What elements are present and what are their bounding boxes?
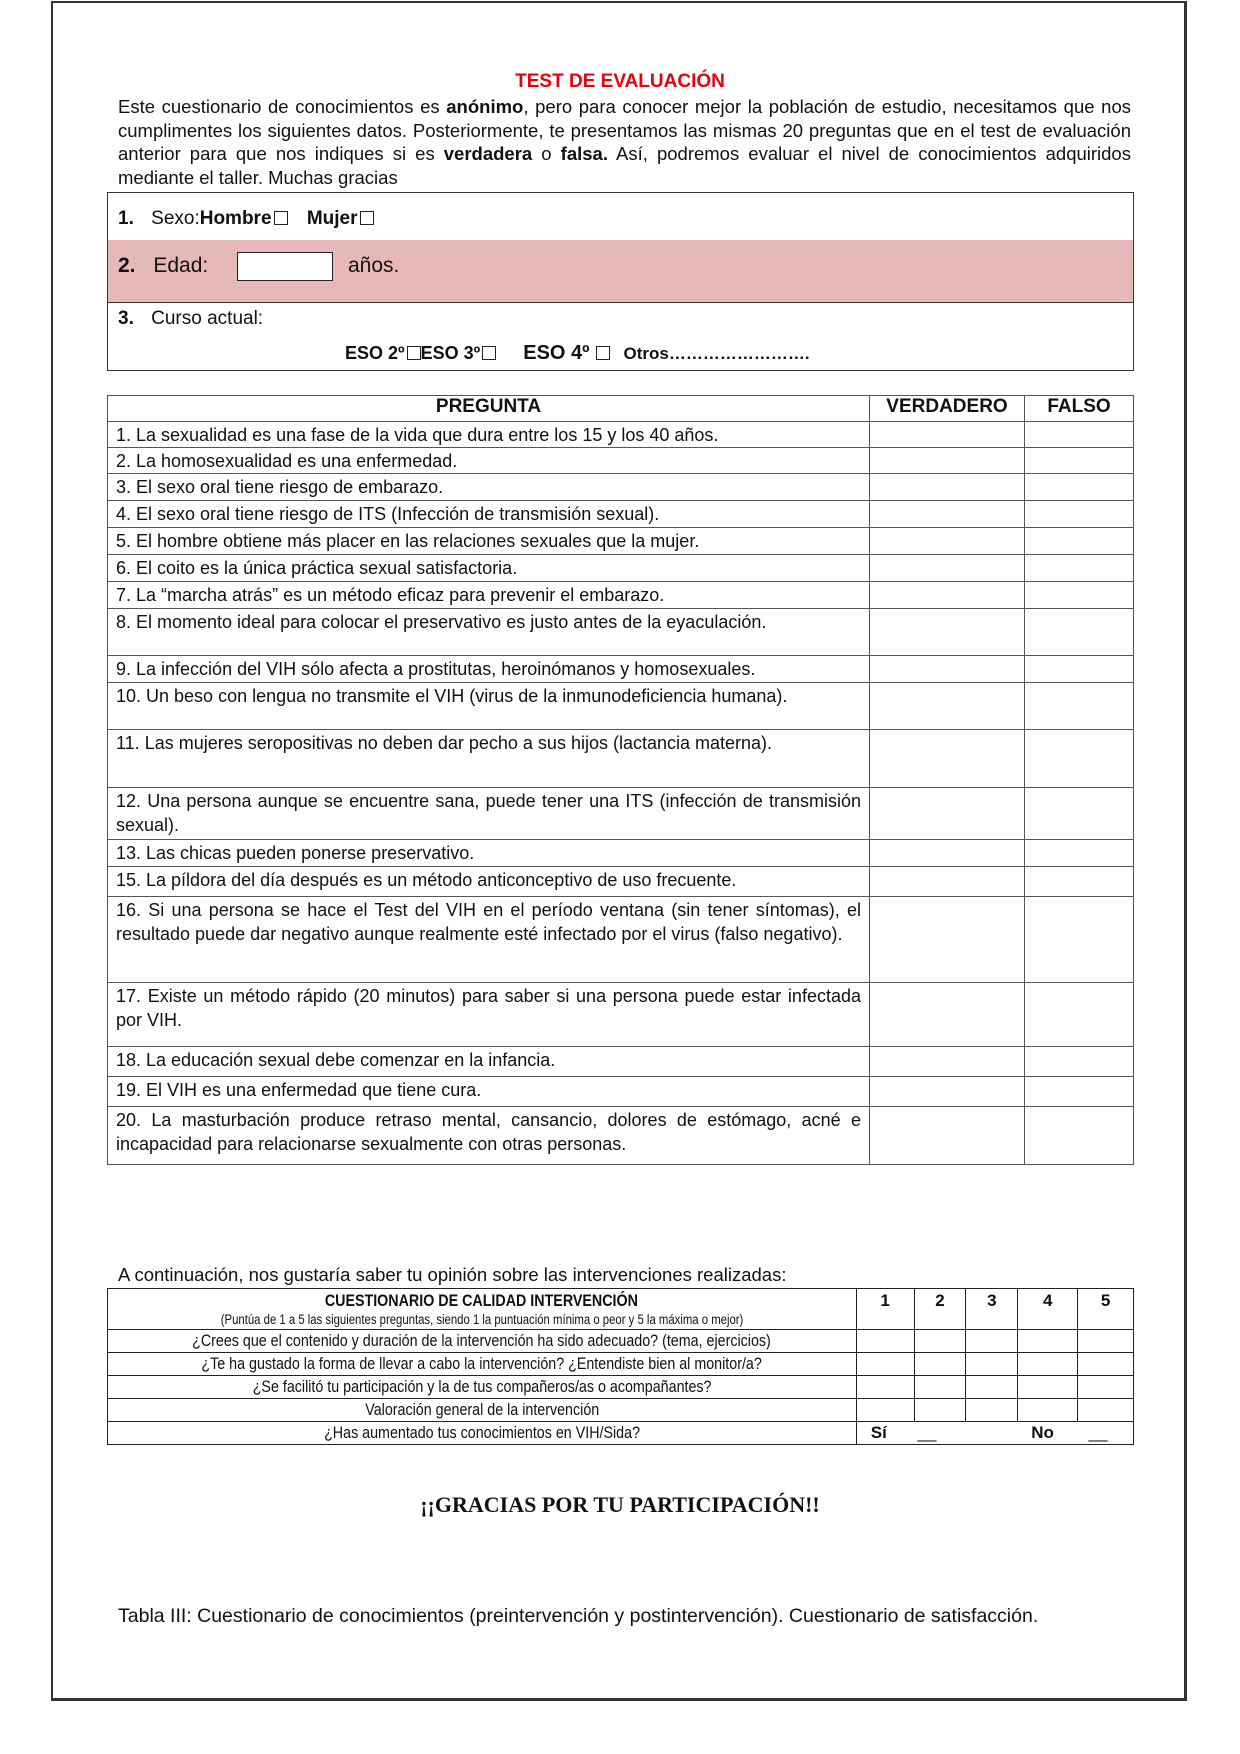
score-cell-4[interactable]: [1018, 1353, 1078, 1376]
satisfaction-item-text: ¿Te ha gustado la forma de llevar a cabo la intervención? ¿Entendiste bien al monitor/a?: [201, 1354, 763, 1373]
question-text: 1. La sexualidad es una fase de la vida que dura entre los 15 y los 40 años.: [108, 422, 870, 448]
falso-cell[interactable]: [1025, 528, 1134, 555]
score-cell-4[interactable]: [1018, 1330, 1078, 1353]
question-row: [108, 683, 1134, 730]
question-text: 19. El VIH es una enfermedad que tiene cura.: [108, 1077, 870, 1107]
question-text: 3. El sexo oral tiene riesgo de embarazo.: [108, 474, 870, 501]
falso-cell[interactable]: [1025, 555, 1134, 582]
question-row: [108, 501, 1134, 528]
falso-cell[interactable]: [1025, 867, 1134, 897]
intro-text: o: [532, 143, 561, 164]
question-text: 4. El sexo oral tiene riesgo de ITS (Infección de transmisión sexual).: [108, 501, 870, 528]
verdadero-cell[interactable]: [870, 683, 1025, 730]
satisfaction-title: CUESTIONARIO DE CALIDAD INTERVENCIÓN: [325, 1290, 639, 1310]
verdadero-cell[interactable]: [870, 501, 1025, 528]
document-title: TEST DE EVALUACIÓN: [515, 71, 725, 92]
score-cell-5[interactable]: [1078, 1330, 1134, 1353]
score-cell-3[interactable]: [966, 1399, 1018, 1422]
falso-cell[interactable]: [1025, 656, 1134, 683]
satisfaction-item-cell: [108, 1399, 857, 1422]
score-cell-5[interactable]: [1078, 1353, 1134, 1376]
age-input[interactable]: [237, 252, 333, 281]
scale-header-1: 1: [856, 1289, 914, 1330]
verdadero-cell[interactable]: [870, 730, 1025, 788]
satisfaction-row: [108, 1353, 1134, 1376]
question-text: 9. La infección del VIH sólo afecta a prostitutas, heroinómanos y homosexuales.: [108, 656, 870, 683]
verdadero-cell[interactable]: [870, 555, 1025, 582]
question-row: [108, 474, 1134, 501]
yes-label: Sí: [870, 1423, 887, 1442]
verdadero-cell[interactable]: [870, 840, 1025, 867]
question-row: [108, 448, 1134, 474]
eso3-checkbox[interactable]: [482, 346, 496, 360]
score-cell-1[interactable]: [856, 1330, 914, 1353]
sex-row: [108, 193, 1133, 241]
verdadero-cell[interactable]: [870, 448, 1025, 474]
score-cell-4[interactable]: [1018, 1399, 1078, 1422]
verdadero-cell[interactable]: [870, 656, 1025, 683]
falso-cell[interactable]: [1025, 582, 1134, 609]
falso-cell[interactable]: [1025, 501, 1134, 528]
satisfaction-subtitle: (Puntúa de 1 a 5 las siguientes preguntas, siendo 1 la puntuación mínima o peor y 5 la máxima o mejor): [220, 1311, 744, 1327]
falso-cell[interactable]: [1025, 683, 1134, 730]
course-option-eso2: ESO 2º: [345, 343, 405, 363]
falso-cell[interactable]: [1025, 983, 1134, 1047]
question-text: 7. La “marcha atrás” es un método eficaz para prevenir el embarazo.: [108, 582, 870, 609]
score-cell-3[interactable]: [966, 1376, 1018, 1399]
satisfaction-item-text: ¿Crees que el contenido y duración de la intervención ha sido adecuado? (tema, ejercicios): [192, 1331, 772, 1350]
falso-cell[interactable]: [1025, 840, 1134, 867]
thanks-message: ¡¡GRACIAS POR TU PARTICIPACIÓN!!: [420, 1492, 820, 1517]
question-text: 10. Un beso con lengua no transmite el VIH (virus de la inmunodeficiencia humana).: [108, 683, 870, 730]
demographics-box: [107, 192, 1134, 371]
question-text: 8. El momento ideal para colocar el preservativo es justo antes de la eyaculación.: [108, 609, 870, 656]
verdadero-cell[interactable]: [870, 897, 1025, 983]
intro-bold-falsa: falsa.: [560, 143, 608, 164]
questions-table: [107, 395, 1134, 1165]
question-row: [108, 840, 1134, 867]
course-option-eso4: ESO 4º: [523, 342, 590, 364]
score-cell-5[interactable]: [1078, 1399, 1134, 1422]
falso-cell[interactable]: [1025, 609, 1134, 656]
header-falso: FALSO: [1025, 396, 1134, 422]
question-text: 12. Una persona aunque se encuentre sana, puede tener una ITS (infección de transmisión sexual).: [108, 788, 870, 840]
intro-text: , pero para conocer mejor la población de estudio, necesitamos que nos cumplimentes los siguientes datos. Posteriormente, te presentamos las mismas 20 preguntas que en el test de evaluación anterior para que nos indiques si es: [118, 96, 1131, 164]
age-label: Edad:: [153, 254, 209, 277]
sex-option-mujer: Mujer: [306, 208, 358, 229]
score-cell-4[interactable]: [1018, 1376, 1078, 1399]
course-option-eso3: ESO 3º: [420, 343, 481, 363]
satisfaction-item-cell: [108, 1376, 857, 1399]
age-suffix: años.: [348, 254, 400, 277]
question-row: [108, 983, 1134, 1047]
yesno-answer-cell: [856, 1422, 1133, 1445]
sex-label: Sexo:: [151, 208, 200, 229]
course-label: Curso actual:: [151, 308, 264, 329]
eso2-checkbox[interactable]: [407, 346, 421, 360]
verdadero-cell[interactable]: [870, 1077, 1025, 1107]
satisfaction-table: [107, 1288, 1134, 1445]
score-cell-3[interactable]: [966, 1353, 1018, 1376]
question-text: 20. La masturbación produce retraso mental, cansancio, dolores de estómago, acné e incapacidad para relacionarse sexualmente con otras personas.: [108, 1107, 870, 1165]
satisfaction-title-cell: [108, 1289, 857, 1330]
question-row: [108, 897, 1134, 983]
satisfaction-intro: A continuación, nos gustaría saber tu opinión sobre las intervenciones realizadas:: [118, 1264, 787, 1285]
falso-cell[interactable]: [1025, 1107, 1134, 1165]
no-blank[interactable]: __: [1088, 1423, 1108, 1442]
intro-text: Este cuestionario de conocimientos es: [118, 96, 447, 117]
course-number: 3.: [118, 308, 134, 329]
question-text: 2. La homosexualidad es una enfermedad.: [108, 448, 870, 474]
intro-paragraph: [118, 95, 1131, 189]
question-text: 5. El hombre obtiene más placer en las relaciones sexuales que la mujer.: [108, 528, 870, 555]
question-row: [108, 788, 1134, 840]
verdadero-cell[interactable]: [870, 1047, 1025, 1077]
falso-cell[interactable]: [1025, 474, 1134, 501]
score-cell-2[interactable]: [914, 1330, 966, 1353]
verdadero-cell[interactable]: [870, 528, 1025, 555]
question-row: [108, 1107, 1134, 1165]
question-row: [108, 730, 1134, 788]
intro-bold-verdadera: verdadera: [443, 143, 533, 164]
mujer-checkbox[interactable]: [360, 211, 374, 225]
question-text: 13. Las chicas pueden ponerse preservativo.: [108, 840, 870, 867]
question-row: [108, 528, 1134, 555]
falso-cell[interactable]: [1025, 788, 1134, 840]
question-row: [108, 422, 1134, 448]
score-cell-1[interactable]: [856, 1399, 914, 1422]
question-text: 15. La píldora del día después es un método anticonceptivo de uso frecuente.: [108, 867, 870, 897]
eso4-checkbox[interactable]: [596, 346, 610, 360]
score-cell-5[interactable]: [1078, 1376, 1134, 1399]
age-row: [108, 240, 1133, 303]
question-row: [108, 555, 1134, 582]
verdadero-cell[interactable]: [870, 582, 1025, 609]
verdadero-cell[interactable]: [870, 609, 1025, 656]
score-cell-1[interactable]: [856, 1376, 914, 1399]
falso-cell[interactable]: [1025, 1047, 1134, 1077]
verdadero-cell[interactable]: [870, 788, 1025, 840]
yesno-question: ¿Has aumentado tus conocimientos en VIH/Sida?: [323, 1423, 640, 1442]
satisfaction-item-text: Valoración general de la intervención: [364, 1400, 599, 1419]
yesno-row: [108, 1422, 1134, 1445]
course-row: [108, 302, 1133, 372]
score-cell-1[interactable]: [856, 1353, 914, 1376]
scale-header-4: 4: [1018, 1289, 1078, 1330]
hombre-checkbox[interactable]: [274, 211, 288, 225]
verdadero-cell[interactable]: [870, 1107, 1025, 1165]
no-label: No: [1031, 1423, 1054, 1442]
question-row: [108, 656, 1134, 683]
scale-header-2: 2: [914, 1289, 966, 1330]
satisfaction-header-row: [108, 1289, 1134, 1330]
scale-header-5: 5: [1078, 1289, 1134, 1330]
verdadero-cell[interactable]: [870, 983, 1025, 1047]
question-text: 11. Las mujeres seropositivas no deben dar pecho a sus hijos (lactancia materna).: [108, 730, 870, 788]
satisfaction-item-cell: [108, 1353, 857, 1376]
questions-header-row: [108, 396, 1134, 422]
verdadero-cell[interactable]: [870, 867, 1025, 897]
intro-text: Así, podremos evaluar el nivel de conocimientos adquiridos mediante el taller. Muchas gracias: [118, 143, 1131, 188]
sex-option-hombre: Hombre: [199, 208, 272, 229]
verdadero-cell[interactable]: [870, 474, 1025, 501]
header-pregunta: PREGUNTA: [108, 396, 870, 422]
falso-cell[interactable]: [1025, 730, 1134, 788]
question-text: 6. El coito es la única práctica sexual satisfactoria.: [108, 555, 870, 582]
score-cell-2[interactable]: [914, 1353, 966, 1376]
question-text: 17. Existe un método rápido (20 minutos) para saber si una persona puede estar infectada por VIH.: [108, 983, 870, 1047]
question-row: [108, 582, 1134, 609]
question-row: [108, 867, 1134, 897]
scale-header-3: 3: [966, 1289, 1018, 1330]
score-cell-2[interactable]: [914, 1376, 966, 1399]
falso-cell[interactable]: [1025, 448, 1134, 474]
course-option-otros[interactable]: Otros…………………….: [623, 344, 810, 363]
score-cell-3[interactable]: [966, 1330, 1018, 1353]
yesno-question-cell: [108, 1422, 857, 1445]
falso-cell[interactable]: [1025, 1077, 1134, 1107]
yes-blank[interactable]: __: [917, 1423, 937, 1442]
satisfaction-row: [108, 1399, 1134, 1422]
satisfaction-item-text: ¿Se facilitó tu participación y la de tus compañeros/as o acompañantes?: [252, 1377, 712, 1396]
falso-cell[interactable]: [1025, 422, 1134, 448]
question-row: [108, 609, 1134, 656]
intro-bold-anonimo: anónimo: [446, 96, 524, 117]
table-caption: Tabla III: Cuestionario de conocimientos (preintervención y postintervención). Cuestionario de satisfacción.: [118, 1605, 1039, 1627]
satisfaction-row: [108, 1376, 1134, 1399]
age-number: 2.: [118, 254, 136, 277]
satisfaction-item-cell: [108, 1330, 857, 1353]
falso-cell[interactable]: [1025, 897, 1134, 983]
question-text: 16. Si una persona se hace el Test del VIH en el período ventana (sin tener síntomas), el resultado puede dar negativo aunque realmente esté infectado por el virus (falso negativo).: [108, 897, 870, 983]
question-row: [108, 1077, 1134, 1107]
score-cell-2[interactable]: [914, 1399, 966, 1422]
verdadero-cell[interactable]: [870, 422, 1025, 448]
header-verdadero: VERDADERO: [870, 396, 1025, 422]
satisfaction-row: [108, 1330, 1134, 1353]
sex-number: 1.: [118, 208, 134, 229]
question-text: 18. La educación sexual debe comenzar en la infancia.: [108, 1047, 870, 1077]
question-row: [108, 1047, 1134, 1077]
